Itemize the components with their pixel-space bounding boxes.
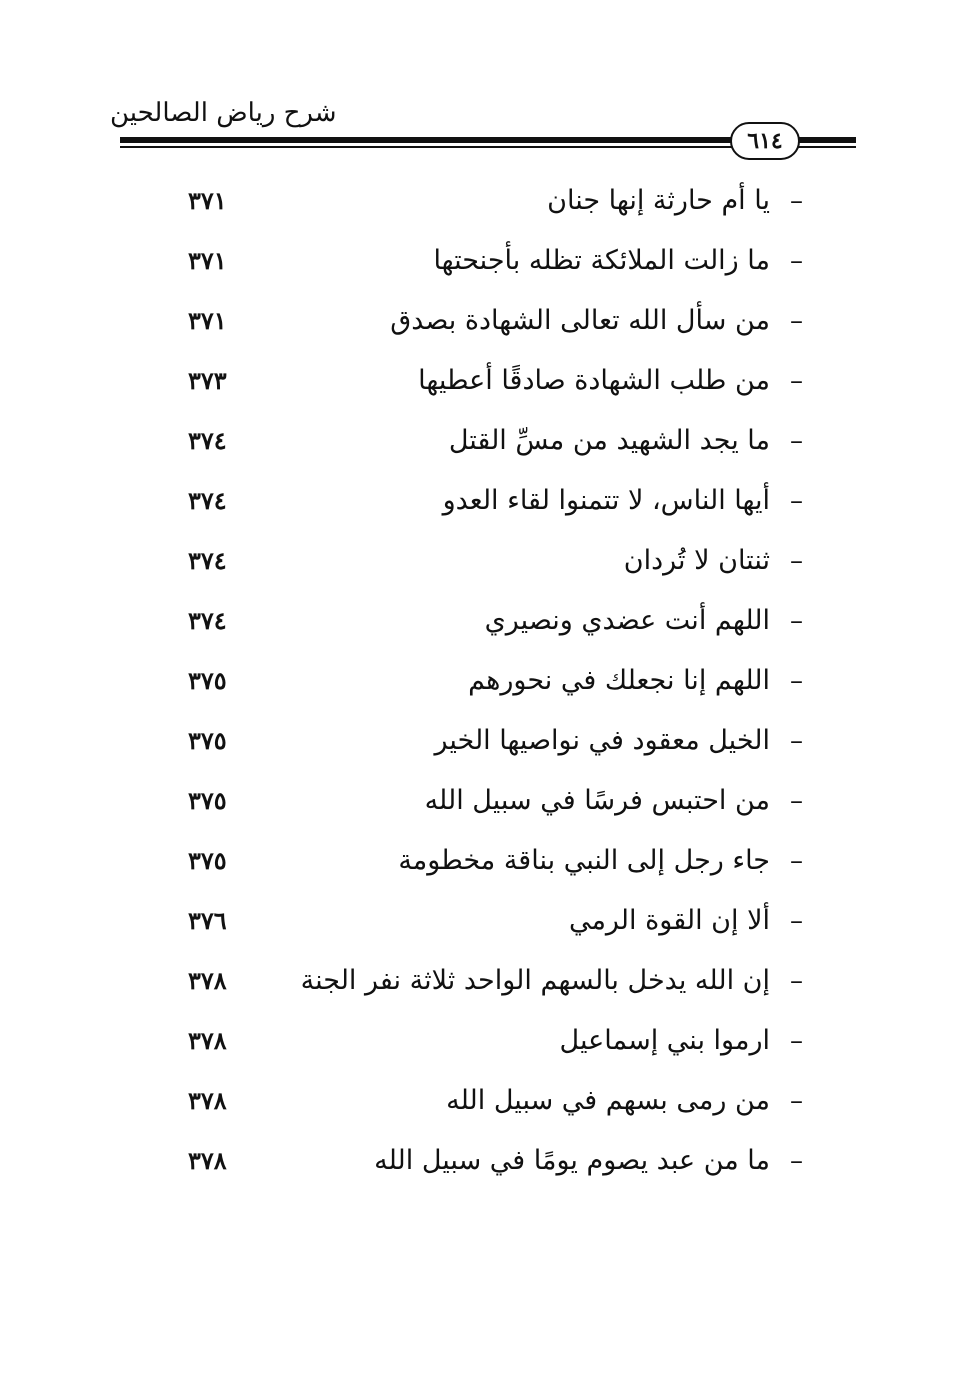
entry-dash: – — [790, 786, 803, 816]
index-entry — [0, 172, 955, 232]
entry-dash: – — [790, 366, 803, 396]
index-entry — [0, 892, 955, 952]
index-entry — [0, 652, 955, 712]
entry-page-number: ٣٧٦ — [188, 906, 227, 935]
entry-text: ما من عبد يصوم يومًا في سبيل الله — [374, 1145, 770, 1176]
index-entry — [0, 292, 955, 352]
index-entry — [0, 592, 955, 652]
index-entry — [0, 232, 955, 292]
entry-page-number: ٣٧٤ — [188, 486, 227, 515]
index-entry — [0, 772, 955, 832]
entry-text: يا أم حارثة إنها جنان — [547, 185, 770, 216]
entry-page-number: ٣٧٨ — [188, 1086, 227, 1115]
entry-text: اللهم إنا نجعلك في نحورهم — [468, 665, 770, 696]
index-entry — [0, 412, 955, 472]
entry-dash: – — [790, 546, 803, 576]
page-number: ٦١٤ — [747, 128, 783, 154]
entry-page-number: ٣٧٥ — [188, 846, 227, 875]
entry-page-number: ٣٧٤ — [188, 606, 227, 635]
entry-page-number: ٣٧١ — [188, 186, 227, 215]
index-entry — [0, 1132, 955, 1192]
running-header-title: شرح رياض الصالحين — [110, 98, 337, 128]
entry-text: إن الله يدخل بالسهم الواحد ثلاثة نفر الجنة — [300, 965, 770, 996]
entry-page-number: ٣٧٣ — [188, 366, 227, 395]
entry-dash: – — [790, 906, 803, 936]
entry-text: ارموا بني إسماعيل — [559, 1025, 770, 1056]
entry-page-number: ٣٧٥ — [188, 666, 227, 695]
entry-dash: – — [790, 246, 803, 276]
index-entry — [0, 352, 955, 412]
entry-page-number: ٣٧٥ — [188, 786, 227, 815]
entry-dash: – — [790, 426, 803, 456]
entry-page-number: ٣٧٨ — [188, 966, 227, 995]
index-entry — [0, 832, 955, 892]
entry-dash: – — [790, 966, 803, 996]
index-entry — [0, 472, 955, 532]
entry-text: من سأل الله تعالى الشهادة بصدق — [390, 305, 770, 336]
entry-text: ما يجد الشهيد من مسِّ القتل — [448, 425, 770, 456]
entry-text: من رمى بسهم في سبيل الله — [446, 1085, 770, 1116]
entry-dash: – — [790, 486, 803, 516]
entry-dash: – — [790, 1146, 803, 1176]
entry-dash: – — [790, 1086, 803, 1116]
entry-dash: – — [790, 1026, 803, 1056]
entry-dash: – — [790, 846, 803, 876]
entry-text: ثنتان لا تُردان — [623, 545, 770, 576]
entry-page-number: ٣٧٤ — [188, 546, 227, 575]
entry-text: من طلب الشهادة صادقًا أعطيها — [418, 365, 770, 396]
entry-page-number: ٣٧٤ — [188, 426, 227, 455]
entry-text: من احتبس فرسًا في سبيل الله — [424, 785, 770, 816]
entry-page-number: ٣٧٥ — [188, 726, 227, 755]
entry-dash: – — [790, 186, 803, 216]
entry-text: ما زالت الملائكة تظله بأجنحتها — [433, 245, 770, 276]
page-number-badge — [730, 122, 800, 160]
entry-dash: – — [790, 306, 803, 336]
entry-page-number: ٣٧٨ — [188, 1146, 227, 1175]
entry-dash: – — [790, 726, 803, 756]
entry-dash: – — [790, 606, 803, 636]
entry-page-number: ٣٧٨ — [188, 1026, 227, 1055]
index-list — [0, 172, 955, 1192]
entry-page-number: ٣٧١ — [188, 306, 227, 335]
entry-text: ألا إن القوة الرمي — [568, 905, 770, 936]
index-entry — [0, 952, 955, 1012]
index-entry — [0, 1012, 955, 1072]
index-entry — [0, 712, 955, 772]
entry-page-number: ٣٧١ — [188, 246, 227, 275]
index-entry — [0, 532, 955, 592]
index-entry — [0, 1072, 955, 1132]
entry-text: اللهم أنت عضدي ونصيري — [484, 605, 770, 636]
entry-dash: – — [790, 666, 803, 696]
entry-text: الخيل معقود في نواصيها الخير — [434, 725, 770, 756]
entry-text: أيها الناس، لا تتمنوا لقاء العدو — [442, 485, 770, 516]
entry-text: جاء رجل إلى النبي بناقة مخطومة — [398, 845, 770, 876]
